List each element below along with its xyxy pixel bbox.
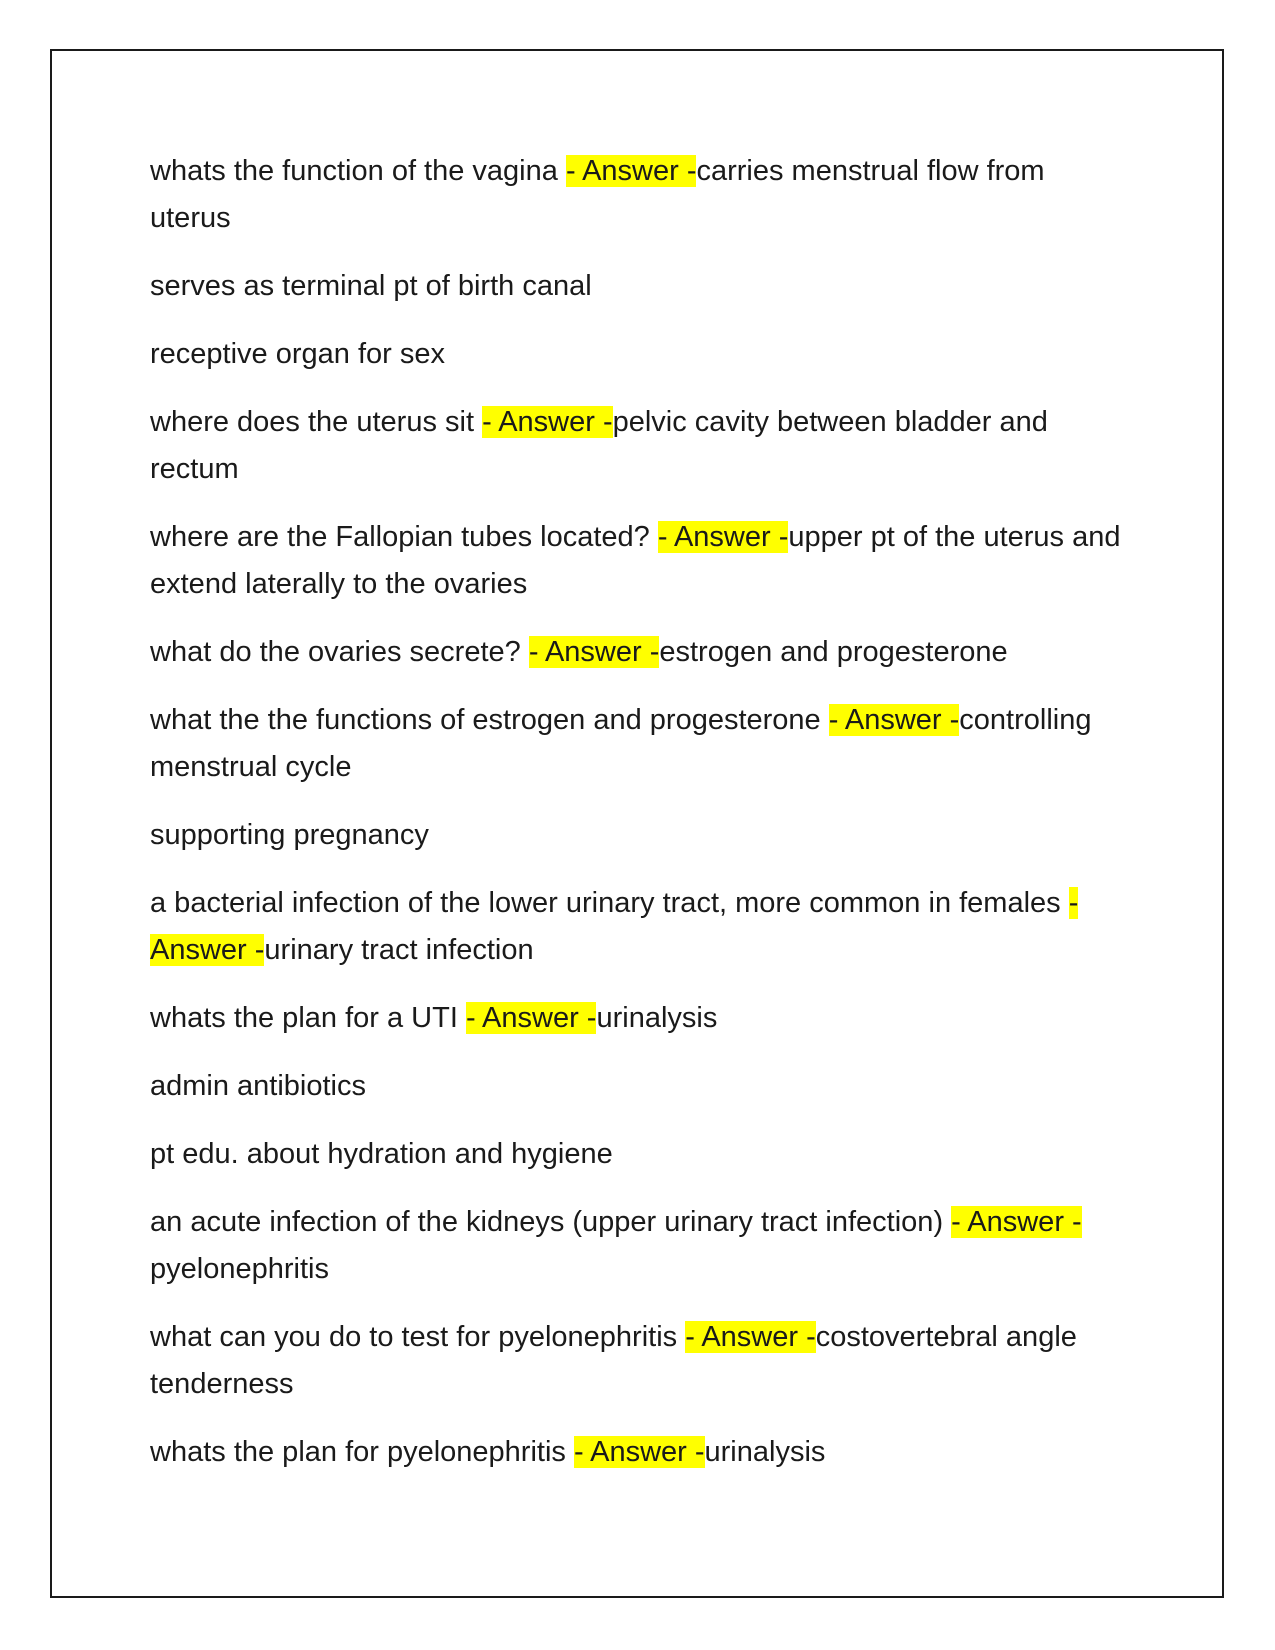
qa-line [150,880,1130,974]
answer-separator: - Answer - [573,1436,705,1468]
qa-line [150,263,1130,310]
answer-text: pyelonephritis [150,1253,329,1285]
answer-separator: - Answer - [685,1321,816,1353]
answer-separator: - Answer - [482,406,613,438]
answer-text: estrogen and progesterone [659,636,1008,668]
qa-line [150,697,1130,791]
qa-line [150,812,1130,859]
question-text: whats the function of the vagina [150,155,566,187]
qa-line [150,514,1130,608]
answer-text: carries menstrual flow from uterus [150,155,1045,234]
question-text: receptive organ for sex [150,338,445,370]
question-text: admin antibiotics [150,1070,366,1102]
qa-line [150,995,1130,1042]
answer-separator: - Answer - [528,636,660,668]
question-text: what can you do to test for pyelonephritis [150,1321,686,1353]
qa-line [150,148,1130,242]
question-text: pt edu. about hydration and hygiene [150,1138,613,1170]
answer-separator: - Answer - [465,1002,597,1034]
question-text: an acute infection of the kidneys (upper urinary tract infection) [150,1206,952,1238]
document-body [150,148,1130,1497]
answer-separator: - Answer - [657,521,789,553]
answer-text: upper pt of the uterus and extend laterally to the ovaries [150,521,1121,600]
qa-line [150,1429,1130,1476]
answer-text: urinalysis [596,1002,718,1034]
qa-line [150,629,1130,676]
question-text: serves as terminal pt of birth canal [150,270,592,302]
qa-line [150,1314,1130,1408]
answer-separator: - Answer - [565,155,697,187]
question-text: where are the Fallopian tubes located? [150,521,658,553]
answer-text: costovertebral angle tenderness [150,1321,1077,1400]
qa-line [150,331,1130,378]
answer-text: urinalysis [704,1436,826,1468]
question-text: supporting pregnancy [150,819,429,851]
qa-line [150,399,1130,493]
question-text: whats the plan for a UTI [150,1002,466,1034]
question-text: what the the functions of estrogen and progesterone [150,704,829,736]
qa-line [150,1063,1130,1110]
answer-text: controlling menstrual cycle [150,704,1092,783]
question-text: what do the ovaries secrete? [150,636,529,668]
question-text: where does the uterus sit [150,406,483,438]
answer-separator: - Answer - [828,704,960,736]
qa-line [150,1131,1130,1178]
answer-text: urinary tract infection [264,934,534,966]
answer-separator: - Answer - [951,1206,1082,1238]
answer-separator: - Answer - [150,887,1079,966]
answer-text: pelvic cavity between bladder and rectum [150,406,1048,485]
question-text: whats the plan for pyelonephritis [150,1436,574,1468]
question-text: a bacterial infection of the lower urinary tract, more common in females [150,887,1069,919]
qa-line [150,1199,1130,1293]
